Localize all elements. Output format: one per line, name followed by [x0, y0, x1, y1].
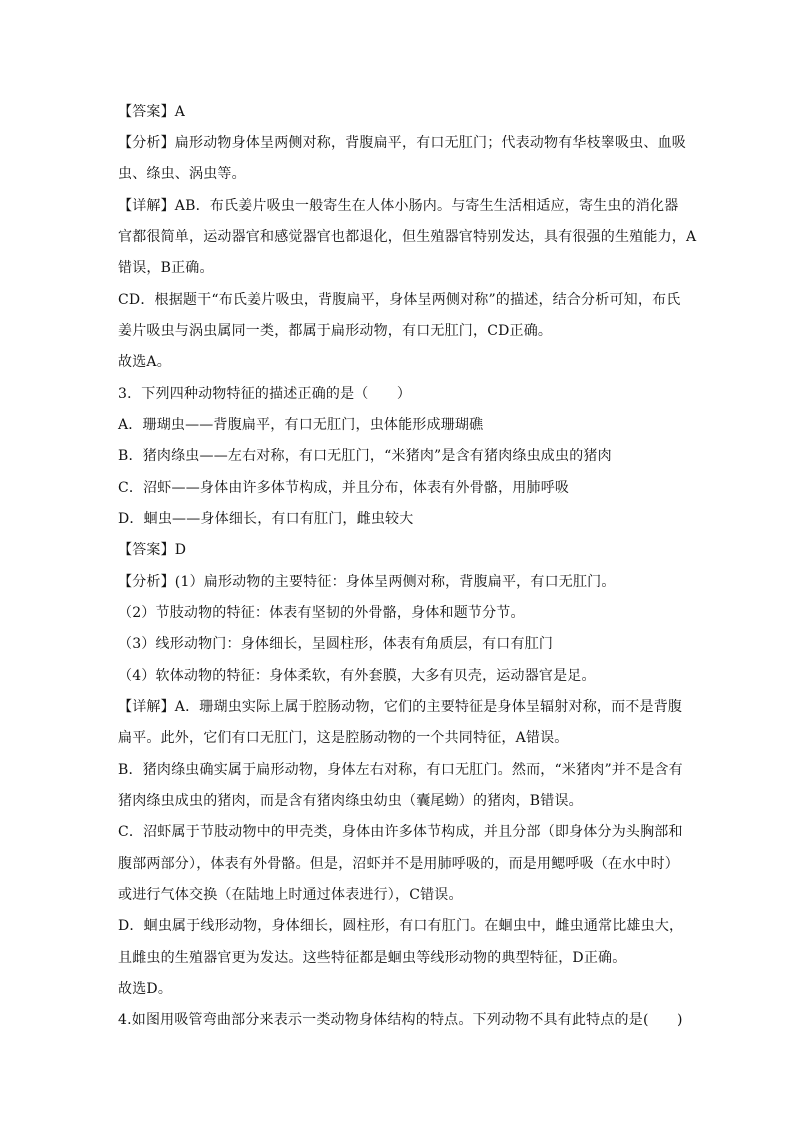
- explanation-line: 错误，B正确。: [118, 260, 214, 276]
- option-d: D．蛔虫——身体细长，有口有肛门，雌虫较大: [118, 511, 414, 527]
- analysis-line: 虫、绦虫、涡虫等。: [118, 166, 246, 182]
- explanation-line: 官都很简单，运动器官和感觉器官也都退化，但生殖器官特别发达，具有很强的生殖能力，A: [118, 229, 697, 245]
- explanation-line: D．蛔虫属于线形动物，身体细长，圆柱形，有口有肛门。在蛔虫中，雌虫通常比雄虫大，: [118, 918, 684, 934]
- explanation-line: 或进行气体交换（在陆地上时通过体表进行），C错误。: [118, 887, 463, 903]
- option-b: B．猪肉绦虫——左右对称，有口无肛门，“米猪肉”是含有猪肉绦虫成虫的猪肉: [118, 448, 612, 464]
- explanation-line: 猪肉绦虫成虫的猪肉，而是含有猪肉绦虫幼虫（囊尾蚴）的猪肉，B错误。: [118, 793, 583, 809]
- explanation-line: CD．根据题干“布氏姜片吸虫，背腹扁平，身体呈两侧对称”的描述，结合分析可知，布氏: [118, 292, 681, 308]
- question-3-stem: 3．下列四种动物特征的描述正确的是（ ）: [118, 386, 412, 402]
- answer-line-q2: 【答案】A: [118, 104, 186, 120]
- explanation-line: 【详解】AB．布氏姜片吸虫一般寄生在人体小肠内。与寄生生活相适应，寄生虫的消化器: [118, 198, 679, 214]
- explanation-line: 【详解】A．珊瑚虫实际上属于腔肠动物，它们的主要特征是身体呈辐射对称，而不是背腹: [118, 699, 683, 715]
- explanation-line: 姜片吸虫与涡虫属同一类，都属于扁形动物，有口无肛门，CD正确。: [118, 323, 553, 339]
- conclusion-line: 故选D。: [118, 981, 173, 997]
- explanation-line: 且雌虫的生殖器官更为发达。这些特征都是蛔虫等线形动物的典型特征，D正确。: [118, 950, 627, 966]
- explanation-line: C．沼虾属于节肢动物中的甲壳类，身体由许多体节构成，并且分部（即身体分为头胸部和: [118, 824, 683, 840]
- question-4-stem: 4.如图用吸管弯曲部分来表示一类动物身体结构的特点。下列动物不具有此特点的是( ): [118, 1012, 683, 1028]
- option-c: C．沼虾——身体由许多体节构成，并且分布，体表有外骨骼，用肺呼吸: [118, 480, 570, 496]
- explanation-line: B．猪肉绦虫确实属于扁形动物，身体左右对称，有口无肛门。然而，“米猪肉”并不是含有: [118, 762, 683, 778]
- analysis-line: 【分析】(1）扁形动物的主要特征：身体呈两侧对称，背腹扁平，有口无肛门。: [118, 574, 616, 590]
- analysis-line: 【分析】扁形动物身体呈两侧对称，背腹扁平，有口无肛门；代表动物有华枝睾吸虫、血吸: [118, 135, 686, 151]
- option-a: A．珊瑚虫——背腹扁平，有口无肛门，虫体能形成珊瑚礁: [118, 417, 484, 433]
- answer-line-q3: 【答案】D: [118, 542, 187, 558]
- analysis-line: （3）线形动物门：身体细长，呈圆柱形，体表有角质层，有口有肛门: [118, 636, 554, 652]
- explanation-line: 扁平。此外，它们有口无肛门，这是腔肠动物的一个共同特征，A错误。: [118, 730, 569, 746]
- analysis-line: （4）软体动物的特征：身体柔软，有外套膜，大多有贝壳，运动器官是足。: [118, 668, 596, 684]
- analysis-line: （2）节肢动物的特征：体表有坚韧的外骨骼，身体和题节分节。: [118, 605, 525, 621]
- conclusion-line: 故选A。: [118, 354, 171, 370]
- explanation-line: 腹部两部分），体表有外骨骼。但是，沼虾并不是用肺呼吸的，而是用鳃呼吸（在水中时）: [118, 856, 679, 872]
